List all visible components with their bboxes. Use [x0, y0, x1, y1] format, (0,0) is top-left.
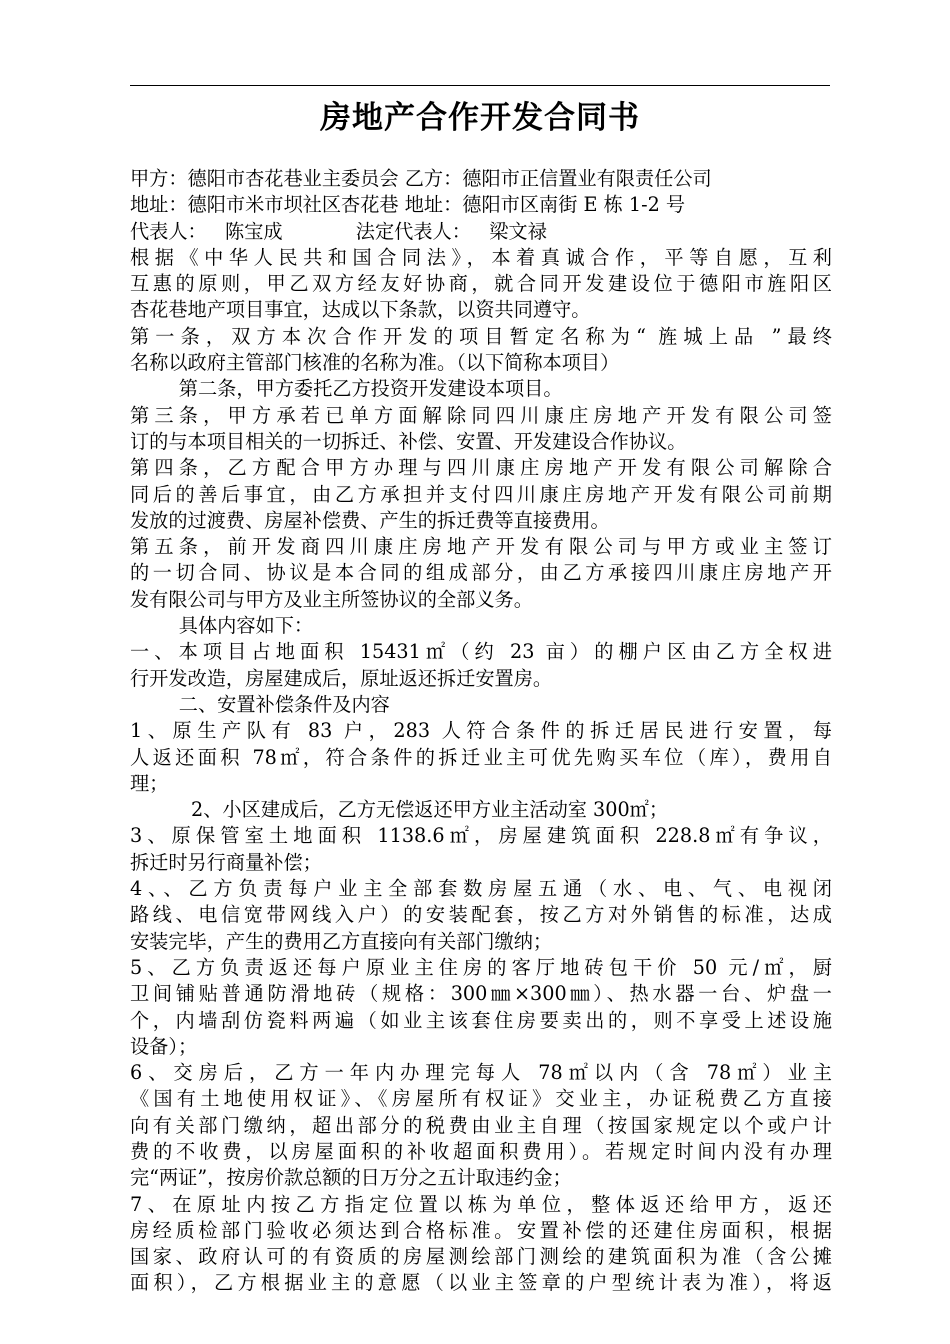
text-line: 杏花巷地产项目事宜，达成以下条款，以资共同遵守。 — [130, 298, 591, 322]
text-line: 甲方：德阳市杏花巷业主委员会 乙方：德阳市正信置业有限责任公司 — [130, 167, 712, 190]
text-line: 房经质检部门验收必须达到合格标准。安置补偿的还建住房面积，根据 — [130, 1218, 832, 1242]
text-line: 3、原保管室土地面积 1138.6㎡，房屋建筑面积 228.8㎡有争议， — [130, 824, 832, 848]
text-line: 个，内墙刮仿瓷料两遍（如业主该套住房要卖出的，则不享受上述设施 — [130, 1008, 832, 1032]
text-line: 国家、政府认可的有资质的房屋测绘部门测绘的建筑面积为准（含公摊 — [130, 1245, 832, 1269]
text-line: 面积），乙方根据业主的意愿（以业主签章的户型统计表为准），将返 — [130, 1271, 832, 1295]
text-line: 理； — [130, 771, 169, 795]
text-line: 人返还面积 78㎡，符合条件的拆迁业主可优先购买车位（库），费用自 — [130, 745, 832, 769]
text-line: 卫间铺贴普通防滑地砖（规格：300㎜×300㎜）、热水器一台、炉盘一 — [130, 982, 832, 1006]
text-line: 代表人： 陈宝成 法定代表人： 梁文禄 — [130, 219, 547, 243]
text-line: 路线、电信宽带网线入户）的安装配套，按乙方对外销售的标准，达成 — [130, 903, 832, 927]
text-line: 地址：德阳市米市坝社区杏花巷 地址：德阳市区南街 E 栋 1-2 号 — [130, 193, 686, 217]
text-line: 1、原生产队有 83 户，283 人符合条件的拆迁居民进行安置，每 — [130, 719, 832, 743]
text-line: 二、安置补偿条件及内容 — [130, 692, 390, 716]
text-line: 第二条，甲方委托乙方投资开发建设本项目。 — [130, 377, 563, 401]
text-line: 发有限公司与甲方及业主所签协议的全部义务。 — [130, 587, 533, 611]
text-line: 第五条，前开发商四川康庄房地产开发有限公司与甲方或业主签订 — [130, 535, 832, 559]
text-line: 的一切合同、协议是本合同的组成部分，由乙方承接四川康庄房地产开 — [130, 561, 832, 585]
header-rule — [130, 85, 830, 86]
text-line: 2、小区建成后，乙方无偿返还甲方业主活动室 300㎡； — [130, 798, 669, 822]
text-line: 向有关部门缴纳，超出部分的税费由业主自理（按国家规定以个或户计 — [130, 1113, 832, 1137]
text-line: 完“两证”，按房价款总额的日万分之五计取违约金； — [130, 1166, 572, 1190]
text-line: 4、、乙方负责每户业主全部套数房屋五通（水、电、气、电视闭 — [130, 877, 832, 901]
text-line: 同后的善后事宜，由乙方承担并支付四川康庄房地产开发有限公司前期 — [130, 482, 832, 506]
text-line: 第四条，乙方配合甲方办理与四川康庄房地产开发有限公司解除合 — [130, 456, 832, 480]
text-line: 《国有土地使用权证》、《房屋所有权证》交业主，办证税费乙方直接 — [130, 1087, 832, 1111]
text-line: 5、乙方负责返还每户原业主住房的客厅地砖包干价 50 元/㎡，厨 — [130, 955, 832, 979]
document-title: 房地产合作开发合同书 — [320, 100, 640, 136]
text-line: 6、交房后，乙方一年内办理完每人 78㎡以内（含 78㎡）业主 — [130, 1061, 832, 1085]
text-line: 拆迁时另行商量补偿； — [130, 850, 322, 874]
text-line: 名称以政府主管部门核准的名称为准。（以下简称本项目） — [130, 351, 620, 375]
text-line: 订的与本项目相关的一切拆迁、补偿、安置、开发建设合作协议。 — [130, 429, 687, 453]
text-line: 安装完毕，产生的费用乙方直接向有关部门缴纳； — [130, 929, 553, 953]
document-body — [130, 166, 832, 1297]
text-line: 7、在原址内按乙方指定位置以栋为单位，整体返还给甲方，返还 — [130, 1192, 832, 1216]
text-line: 第三条，甲方承若已单方面解除同四川康庄房地产开发有限公司签 — [130, 403, 832, 427]
text-line: 行开发改造，房屋建成后，原址返还拆迁安置房。 — [130, 666, 553, 690]
text-line: 一、本项目占地面积 15431㎡（约 23 亩）的棚户区由乙方全权进 — [130, 640, 832, 664]
text-line: 根据《中华人民共和国合同法》，本着真诚合作，平等自愿，互利 — [130, 245, 832, 269]
text-line: 发放的过渡费、房屋补偿费、产生的拆迁费等直接费用。 — [130, 508, 610, 532]
text-line: 费的不收费，以房屋面积的补收超面积费用）。若规定时间内没有办理 — [130, 1139, 832, 1163]
text-line: 互惠的原则，甲乙双方经友好协商，就合同开发建设位于德阳市旌阳区 — [130, 272, 832, 296]
text-line: 设备）； — [130, 1034, 198, 1058]
text-line: 第一条，双方本次合作开发的项目暂定名称为“ 旌城上品 ”最终 — [130, 324, 832, 348]
text-line: 具体内容如下： — [130, 614, 314, 638]
